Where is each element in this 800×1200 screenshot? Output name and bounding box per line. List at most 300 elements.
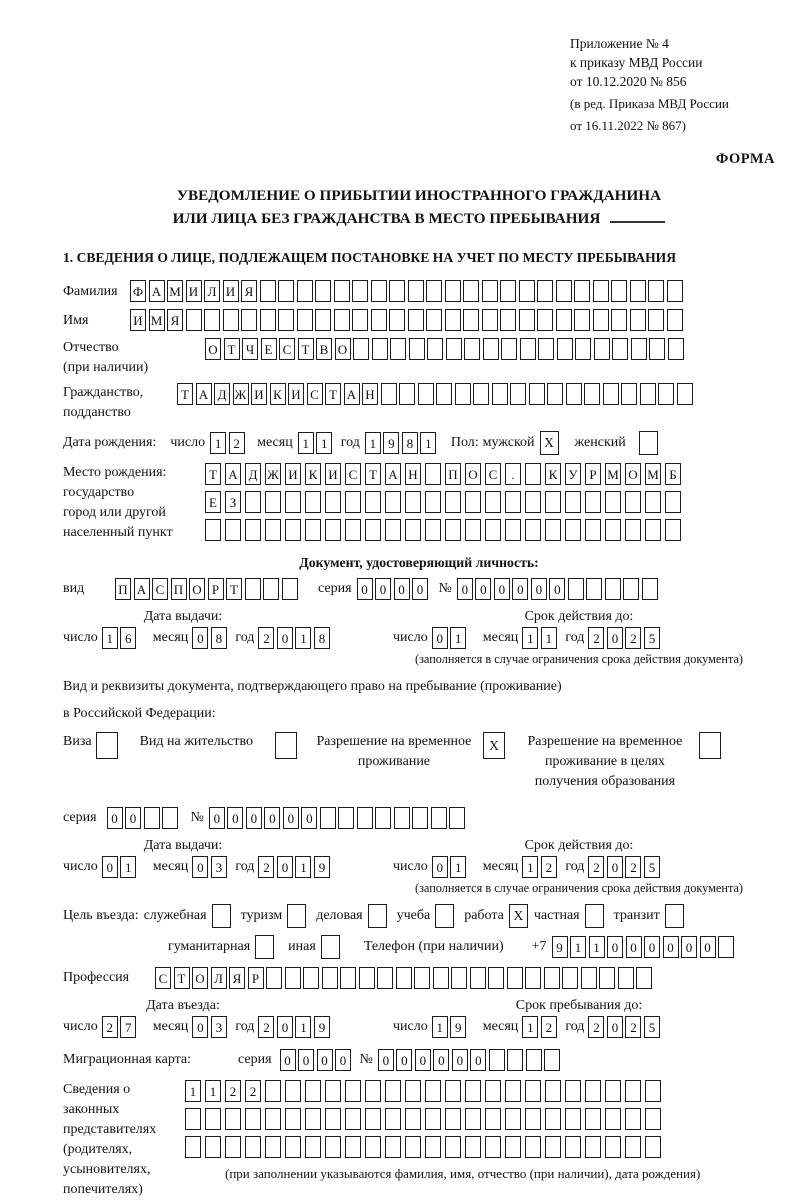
form-cell[interactable]: Б	[665, 463, 681, 485]
form-cell[interactable]	[186, 309, 202, 331]
form-cell[interactable]	[665, 491, 681, 513]
stay-day[interactable]	[432, 1016, 469, 1038]
form-cell[interactable]	[581, 967, 597, 989]
form-cell[interactable]	[297, 280, 313, 302]
form-cell[interactable]: 0	[277, 856, 293, 878]
form-cell[interactable]: 1	[205, 1080, 221, 1102]
form-cell[interactable]: Н	[405, 463, 421, 485]
form-cell[interactable]: С	[345, 463, 361, 485]
form-cell[interactable]: 0	[357, 578, 373, 600]
form-cell[interactable]	[605, 519, 621, 541]
form-cell[interactable]: 5	[644, 627, 660, 649]
doc-type-cells[interactable]	[115, 578, 300, 600]
form-cell[interactable]	[545, 491, 561, 513]
residence-series-cells[interactable]	[107, 807, 181, 829]
form-cell[interactable]: Я	[229, 967, 245, 989]
form-cell[interactable]	[345, 519, 361, 541]
form-cell[interactable]: Л	[204, 280, 220, 302]
form-cell[interactable]	[640, 383, 656, 405]
form-cell[interactable]	[519, 280, 535, 302]
form-cell[interactable]	[544, 967, 560, 989]
form-cell[interactable]	[338, 807, 354, 829]
form-cell[interactable]	[325, 519, 341, 541]
form-cell[interactable]	[505, 519, 521, 541]
form-cell[interactable]	[405, 519, 421, 541]
form-cell[interactable]	[519, 309, 535, 331]
form-cell[interactable]	[325, 1136, 341, 1158]
form-cell[interactable]	[625, 1136, 641, 1158]
form-cell[interactable]: И	[186, 280, 202, 302]
female-checkbox[interactable]	[639, 431, 658, 455]
form-cell[interactable]	[225, 1136, 241, 1158]
form-cell[interactable]	[285, 1080, 301, 1102]
form-cell[interactable]	[225, 519, 241, 541]
form-cell[interactable]	[285, 1108, 301, 1130]
form-cell[interactable]: В	[316, 338, 332, 360]
form-cell[interactable]: 0	[102, 856, 118, 878]
form-cell[interactable]	[594, 338, 610, 360]
form-cell[interactable]	[465, 491, 481, 513]
form-cell[interactable]	[505, 491, 521, 513]
form-cell[interactable]	[525, 519, 541, 541]
form-cell[interactable]: И	[223, 280, 239, 302]
form-cell[interactable]	[445, 309, 461, 331]
form-cell[interactable]: П	[445, 463, 461, 485]
form-cell[interactable]: С	[307, 383, 323, 405]
representatives-row2-cells[interactable]	[185, 1108, 665, 1130]
form-cell[interactable]	[544, 1049, 560, 1071]
purpose-other-checkbox[interactable]	[321, 935, 340, 959]
form-cell[interactable]: 2	[541, 856, 557, 878]
form-cell[interactable]	[365, 491, 381, 513]
form-cell[interactable]	[426, 280, 442, 302]
form-cell[interactable]: Т	[298, 338, 314, 360]
form-cell[interactable]: С	[485, 463, 501, 485]
form-cell[interactable]	[436, 383, 452, 405]
given-name-cells[interactable]	[130, 309, 685, 331]
form-cell[interactable]	[585, 491, 601, 513]
form-cell[interactable]	[463, 309, 479, 331]
form-cell[interactable]: О	[465, 463, 481, 485]
form-cell[interactable]: 1	[295, 856, 311, 878]
form-cell[interactable]	[357, 807, 373, 829]
form-cell[interactable]	[446, 338, 462, 360]
form-cell[interactable]	[485, 1136, 501, 1158]
form-cell[interactable]	[418, 383, 434, 405]
form-cell[interactable]: М	[645, 463, 661, 485]
form-cell[interactable]	[525, 967, 541, 989]
entry-year[interactable]	[258, 1016, 332, 1038]
form-cell[interactable]	[605, 491, 621, 513]
form-cell[interactable]	[642, 578, 658, 600]
form-cell[interactable]: 0	[494, 578, 510, 600]
form-cell[interactable]: Е	[205, 491, 221, 513]
form-cell[interactable]	[305, 1136, 321, 1158]
form-cell[interactable]: З	[225, 491, 241, 513]
form-cell[interactable]: И	[285, 463, 301, 485]
form-cell[interactable]	[353, 338, 369, 360]
representatives-row1-cells[interactable]	[185, 1080, 665, 1102]
form-cell[interactable]	[537, 309, 553, 331]
form-cell[interactable]: 3	[211, 1016, 227, 1038]
birth-day-cells[interactable]	[210, 432, 247, 454]
form-cell[interactable]	[263, 578, 279, 600]
form-cell[interactable]: 1	[120, 856, 136, 878]
form-cell[interactable]	[451, 967, 467, 989]
form-cell[interactable]	[485, 519, 501, 541]
form-cell[interactable]	[265, 1080, 281, 1102]
form-cell[interactable]	[645, 519, 661, 541]
form-cell[interactable]	[260, 280, 276, 302]
form-cell[interactable]: Р	[248, 967, 264, 989]
form-cell[interactable]	[586, 578, 602, 600]
form-cell[interactable]: 0	[681, 936, 697, 958]
form-cell[interactable]: Ч	[242, 338, 258, 360]
purpose-official-checkbox[interactable]	[212, 904, 231, 928]
form-cell[interactable]: 0	[317, 1049, 333, 1071]
form-cell[interactable]	[584, 383, 600, 405]
form-cell[interactable]	[225, 1108, 241, 1130]
form-cell[interactable]	[266, 967, 282, 989]
form-cell[interactable]	[537, 280, 553, 302]
form-cell[interactable]	[465, 1108, 481, 1130]
form-cell[interactable]	[648, 280, 664, 302]
form-cell[interactable]: 0	[301, 807, 317, 829]
form-cell[interactable]	[585, 1080, 601, 1102]
form-cell[interactable]	[545, 1108, 561, 1130]
form-cell[interactable]	[545, 519, 561, 541]
form-cell[interactable]	[377, 967, 393, 989]
form-cell[interactable]: О	[189, 578, 205, 600]
form-cell[interactable]	[325, 1080, 341, 1102]
form-cell[interactable]: 1	[522, 1016, 538, 1038]
form-cell[interactable]: 0	[277, 627, 293, 649]
form-cell[interactable]	[320, 807, 336, 829]
form-cell[interactable]	[445, 280, 461, 302]
form-cell[interactable]: 2	[625, 1016, 641, 1038]
id-issue-month[interactable]	[192, 627, 229, 649]
form-cell[interactable]	[405, 491, 421, 513]
birth-place-row2-cells[interactable]	[205, 491, 685, 513]
form-cell[interactable]	[425, 1108, 441, 1130]
form-cell[interactable]	[381, 383, 397, 405]
res-expiry-year[interactable]	[588, 856, 662, 878]
form-cell[interactable]	[389, 280, 405, 302]
form-cell[interactable]	[500, 309, 516, 331]
form-cell[interactable]: 0	[298, 1049, 314, 1071]
form-cell[interactable]: Т	[177, 383, 193, 405]
id-expiry-month[interactable]	[522, 627, 559, 649]
form-cell[interactable]	[305, 519, 321, 541]
form-cell[interactable]	[648, 309, 664, 331]
form-cell[interactable]	[385, 1108, 401, 1130]
form-cell[interactable]	[501, 338, 517, 360]
form-cell[interactable]: 0	[246, 807, 262, 829]
form-cell[interactable]	[345, 1080, 361, 1102]
form-cell[interactable]: С	[155, 967, 171, 989]
form-cell[interactable]: 0	[531, 578, 547, 600]
form-cell[interactable]	[605, 1080, 621, 1102]
form-cell[interactable]: 1	[365, 432, 381, 454]
form-cell[interactable]	[565, 519, 581, 541]
form-cell[interactable]	[463, 280, 479, 302]
form-cell[interactable]	[385, 491, 401, 513]
form-cell[interactable]	[433, 967, 449, 989]
form-cell[interactable]: П	[115, 578, 131, 600]
form-cell[interactable]: 0	[452, 1049, 468, 1071]
citizenship-cells[interactable]	[177, 383, 695, 405]
form-cell[interactable]: 8	[402, 432, 418, 454]
form-cell[interactable]	[365, 1136, 381, 1158]
form-cell[interactable]	[265, 1136, 281, 1158]
form-cell[interactable]: 5	[644, 856, 660, 878]
form-cell[interactable]	[667, 280, 683, 302]
form-cell[interactable]	[565, 1080, 581, 1102]
form-cell[interactable]: 2	[225, 1080, 241, 1102]
form-cell[interactable]: А	[344, 383, 360, 405]
form-cell[interactable]	[525, 463, 541, 485]
form-cell[interactable]	[465, 1080, 481, 1102]
form-cell[interactable]: 2	[625, 856, 641, 878]
form-cell[interactable]: 0	[607, 627, 623, 649]
form-cell[interactable]	[399, 383, 415, 405]
form-cell[interactable]	[507, 1049, 523, 1071]
form-cell[interactable]	[445, 491, 461, 513]
form-cell[interactable]: А	[134, 578, 150, 600]
form-cell[interactable]: 0	[280, 1049, 296, 1071]
form-cell[interactable]: У	[565, 463, 581, 485]
form-cell[interactable]: 2	[245, 1080, 261, 1102]
form-cell[interactable]: 0	[433, 1049, 449, 1071]
form-cell[interactable]: Я	[167, 309, 183, 331]
res-issue-day[interactable]	[102, 856, 139, 878]
form-cell[interactable]: Т	[205, 463, 221, 485]
form-cell[interactable]: 1	[522, 627, 538, 649]
id-expiry-day[interactable]	[432, 627, 469, 649]
form-cell[interactable]	[625, 1080, 641, 1102]
form-cell[interactable]	[470, 967, 486, 989]
form-cell[interactable]: Т	[365, 463, 381, 485]
form-cell[interactable]	[385, 1136, 401, 1158]
form-cell[interactable]	[371, 280, 387, 302]
form-cell[interactable]	[677, 383, 693, 405]
form-cell[interactable]	[645, 491, 661, 513]
form-cell[interactable]	[265, 1108, 281, 1130]
form-cell[interactable]	[325, 1108, 341, 1130]
form-cell[interactable]	[285, 967, 301, 989]
form-cell[interactable]: 0	[335, 1049, 351, 1071]
form-cell[interactable]: 2	[102, 1016, 118, 1038]
form-cell[interactable]	[605, 1108, 621, 1130]
form-cell[interactable]: 0	[432, 627, 448, 649]
form-cell[interactable]	[405, 1136, 421, 1158]
form-cell[interactable]	[445, 519, 461, 541]
form-cell[interactable]	[205, 519, 221, 541]
form-cell[interactable]	[334, 309, 350, 331]
form-cell[interactable]	[556, 280, 572, 302]
form-cell[interactable]	[325, 491, 341, 513]
res-issue-year[interactable]	[258, 856, 332, 878]
entry-month[interactable]	[192, 1016, 229, 1038]
form-cell[interactable]	[405, 1080, 421, 1102]
form-cell[interactable]: 1	[450, 856, 466, 878]
form-cell[interactable]: 1	[570, 936, 586, 958]
form-cell[interactable]: С	[152, 578, 168, 600]
form-cell[interactable]: Ф	[130, 280, 146, 302]
profession-cells[interactable]	[155, 967, 655, 989]
form-cell[interactable]: 0	[607, 936, 623, 958]
representatives-row3-cells[interactable]	[185, 1136, 665, 1158]
form-cell[interactable]	[204, 309, 220, 331]
form-cell[interactable]: 8	[211, 627, 227, 649]
form-cell[interactable]: 1	[210, 432, 226, 454]
form-cell[interactable]: К	[305, 463, 321, 485]
stay-year[interactable]	[588, 1016, 662, 1038]
form-cell[interactable]: Д	[245, 463, 261, 485]
form-cell[interactable]	[611, 309, 627, 331]
form-cell[interactable]	[394, 807, 410, 829]
form-cell[interactable]: С	[279, 338, 295, 360]
form-cell[interactable]: 0	[227, 807, 243, 829]
form-cell[interactable]: Л	[211, 967, 227, 989]
migration-number-cells[interactable]	[378, 1049, 563, 1071]
form-cell[interactable]	[385, 519, 401, 541]
purpose-private-checkbox[interactable]	[585, 904, 604, 928]
form-cell[interactable]	[538, 338, 554, 360]
form-cell[interactable]	[623, 578, 639, 600]
form-cell[interactable]: 0	[264, 807, 280, 829]
form-cell[interactable]	[668, 338, 684, 360]
form-cell[interactable]	[545, 1080, 561, 1102]
id-issue-day[interactable]	[102, 627, 139, 649]
form-cell[interactable]: 9	[552, 936, 568, 958]
form-cell[interactable]	[603, 383, 619, 405]
form-cell[interactable]: М	[167, 280, 183, 302]
form-cell[interactable]: Е	[261, 338, 277, 360]
form-cell[interactable]	[345, 1136, 361, 1158]
form-cell[interactable]	[482, 280, 498, 302]
form-cell[interactable]	[505, 1108, 521, 1130]
form-cell[interactable]	[425, 491, 441, 513]
form-cell[interactable]: 0	[607, 856, 623, 878]
purpose-humanitarian-checkbox[interactable]	[255, 935, 274, 959]
doc-number-cells[interactable]	[457, 578, 661, 600]
form-cell[interactable]: 0	[644, 936, 660, 958]
form-cell[interactable]	[585, 1136, 601, 1158]
form-cell[interactable]	[507, 967, 523, 989]
form-cell[interactable]	[455, 383, 471, 405]
form-cell[interactable]	[645, 1080, 661, 1102]
form-cell[interactable]	[665, 519, 681, 541]
form-cell[interactable]	[465, 519, 481, 541]
form-cell[interactable]	[593, 280, 609, 302]
form-cell[interactable]	[465, 1136, 481, 1158]
form-cell[interactable]	[340, 967, 356, 989]
form-cell[interactable]	[265, 491, 281, 513]
form-cell[interactable]	[568, 578, 584, 600]
form-cell[interactable]	[605, 1136, 621, 1158]
form-cell[interactable]: 0	[209, 807, 225, 829]
form-cell[interactable]	[529, 383, 545, 405]
form-cell[interactable]	[185, 1136, 201, 1158]
purpose-business-checkbox[interactable]	[368, 904, 387, 928]
residence-number-cells[interactable]	[209, 807, 468, 829]
form-cell[interactable]	[557, 338, 573, 360]
form-cell[interactable]	[282, 578, 298, 600]
form-cell[interactable]: 2	[258, 1016, 274, 1038]
form-cell[interactable]	[556, 309, 572, 331]
form-cell[interactable]	[144, 807, 160, 829]
form-cell[interactable]: 0	[277, 1016, 293, 1038]
form-cell[interactable]: Т	[325, 383, 341, 405]
temp-residence-checkbox[interactable]: X	[483, 732, 505, 759]
form-cell[interactable]	[445, 1136, 461, 1158]
form-cell[interactable]	[625, 1108, 641, 1130]
form-cell[interactable]	[488, 967, 504, 989]
form-cell[interactable]: Т	[174, 967, 190, 989]
form-cell[interactable]	[352, 280, 368, 302]
form-cell[interactable]: 2	[588, 627, 604, 649]
patronymic-cells[interactable]	[205, 338, 686, 360]
form-cell[interactable]	[185, 1108, 201, 1130]
form-cell[interactable]	[585, 1108, 601, 1130]
form-cell[interactable]	[547, 383, 563, 405]
visa-checkbox[interactable]	[96, 732, 118, 759]
form-cell[interactable]	[449, 807, 465, 829]
form-cell[interactable]	[630, 309, 646, 331]
form-cell[interactable]: 1	[102, 627, 118, 649]
form-cell[interactable]	[575, 338, 591, 360]
form-cell[interactable]: Т	[224, 338, 240, 360]
form-cell[interactable]: И	[325, 463, 341, 485]
form-cell[interactable]	[526, 1049, 542, 1071]
purpose-tourism-checkbox[interactable]	[287, 904, 306, 928]
form-cell[interactable]	[285, 491, 301, 513]
form-cell[interactable]: А	[196, 383, 212, 405]
form-cell[interactable]: К	[270, 383, 286, 405]
form-cell[interactable]	[505, 1136, 521, 1158]
form-cell[interactable]: 0	[107, 807, 123, 829]
form-cell[interactable]	[359, 967, 375, 989]
form-cell[interactable]: 8	[314, 627, 330, 649]
form-cell[interactable]	[545, 1136, 561, 1158]
form-cell[interactable]	[445, 1108, 461, 1130]
form-cell[interactable]: О	[192, 967, 208, 989]
res-expiry-day[interactable]	[432, 856, 469, 878]
form-cell[interactable]: 1	[432, 1016, 448, 1038]
form-cell[interactable]	[303, 967, 319, 989]
form-cell[interactable]: 2	[588, 856, 604, 878]
form-cell[interactable]	[365, 519, 381, 541]
form-cell[interactable]: А	[225, 463, 241, 485]
form-cell[interactable]: 0	[192, 1016, 208, 1038]
form-cell[interactable]	[385, 1080, 401, 1102]
form-cell[interactable]	[625, 519, 641, 541]
male-checkbox[interactable]: X	[540, 431, 559, 455]
birth-year-cells[interactable]	[365, 432, 439, 454]
form-cell[interactable]: Н	[362, 383, 378, 405]
form-cell[interactable]	[408, 309, 424, 331]
form-cell[interactable]: 1	[522, 856, 538, 878]
form-cell[interactable]	[305, 1108, 321, 1130]
form-cell[interactable]: 7	[120, 1016, 136, 1038]
birth-month-cells[interactable]	[298, 432, 335, 454]
form-cell[interactable]	[285, 1136, 301, 1158]
form-cell[interactable]	[525, 1108, 541, 1130]
form-cell[interactable]: 6	[120, 627, 136, 649]
form-cell[interactable]: Р	[208, 578, 224, 600]
form-cell[interactable]: 0	[663, 936, 679, 958]
